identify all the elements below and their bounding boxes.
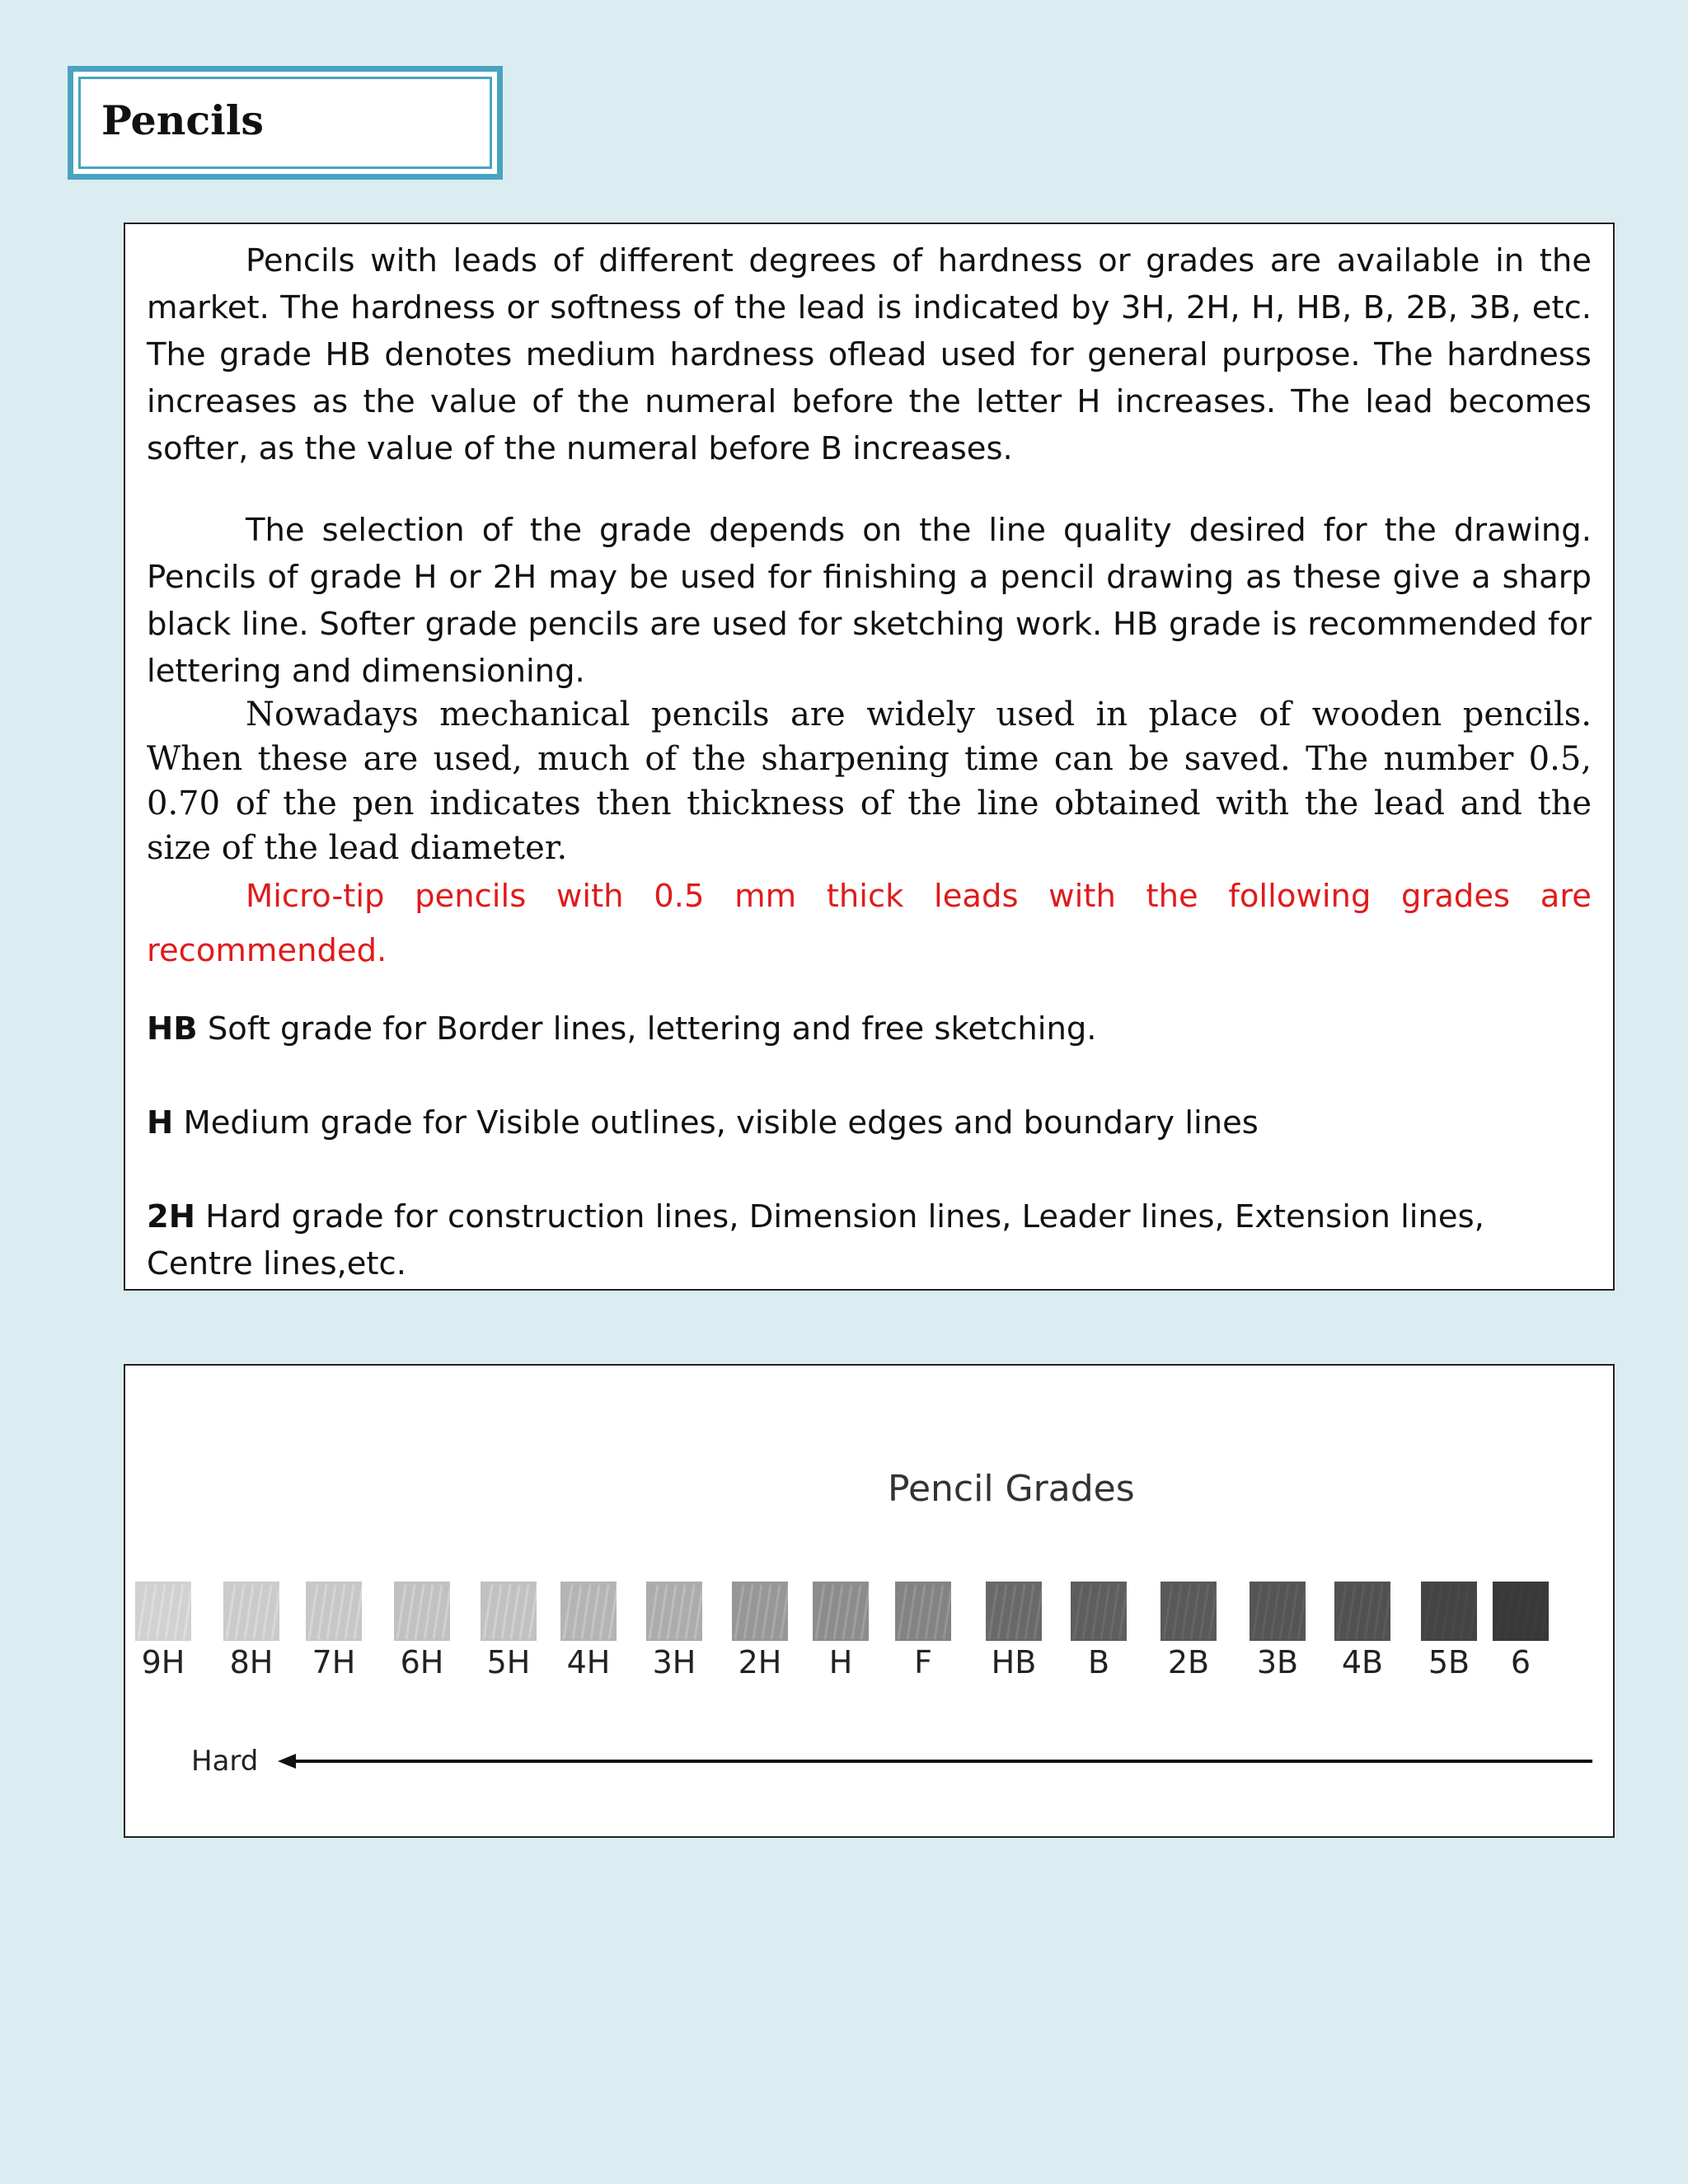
grade-label: B (1087, 1644, 1110, 1680)
grade-swatch-strip (141, 1582, 1599, 1680)
grade-item-2h (147, 1193, 1592, 1287)
grade-label: 3H (652, 1644, 696, 1680)
grade-item-h (147, 1099, 1592, 1146)
paragraph-mechanical-pencils: Nowadays mechanical pencils are widely used in place of wooden pencils. When these are used, much of the sharpening time can be saved. The number 0.5, 0.70 of the pen indicates then thickness of the line obtained with the lead and the size of the lead diameter. (147, 696, 1592, 867)
grade-description: Soft grade for Border lines, lettering and free sketching. (207, 1010, 1097, 1047)
grade-label: 6H (400, 1644, 444, 1680)
paragraph-grades-intro: Pencils with leads of different degrees of hardness or grades are available in the market. The hardness or softness of the lead is indicated by 3H, 2H, H, HB, B, 2B, 3B, etc. The grade HB denotes medium hardness oflead used for general purpose. The hardness increases as the value of the numeral before the letter H increases. The lead becomes softer, as the value of the numeral before B increases. (147, 242, 1592, 467)
page-title: Pencils (101, 96, 264, 144)
grade-swatches (141, 1582, 1599, 1680)
grade-label: 2B (1167, 1644, 1210, 1680)
grade-label: 8H (229, 1644, 274, 1680)
micro-tip-line-2: recommended. (147, 932, 387, 969)
pencil-grades-figure (124, 1364, 1615, 1838)
grade-key: H (147, 1104, 174, 1141)
grade-label: 2H (738, 1644, 782, 1680)
micro-tip-line-1: Micro-tip pencils with 0.5 mm thick leads with the following grades are (246, 878, 1592, 915)
grade-label: 4B (1341, 1644, 1384, 1680)
grade-description: Medium grade for Visible outlines, visible edges and boundary lines (183, 1104, 1259, 1141)
grade-label: HB (991, 1644, 1037, 1680)
grade-key: HB (147, 1010, 198, 1047)
paragraph-grade-selection: The selection of the grade depends on the line quality desired for the drawing. Pencils of grade H or 2H may be used for finishing a pencil drawing as these give a sharp black line. Softer grade pencils are used for sketching work. HB grade is recommended for lettering and dimensioning. (147, 512, 1592, 690)
heading-box (68, 66, 503, 180)
paragraph-micro-tip (147, 869, 1592, 978)
grade-label: 5H (486, 1644, 531, 1680)
grade-label: F (914, 1644, 932, 1680)
grade-key: 2H (147, 1198, 196, 1235)
grade-label: 7H (312, 1644, 356, 1680)
grade-label: 5B (1428, 1644, 1470, 1680)
grade-label: 6 (1510, 1644, 1531, 1680)
hardness-arrow-icon (278, 1745, 1597, 1778)
figure-title: Pencil Grades (888, 1468, 1135, 1510)
text-panel (124, 223, 1615, 1291)
grade-label: 9H (141, 1644, 185, 1680)
grade-label: 4H (566, 1644, 611, 1680)
hard-label: Hard (191, 1745, 259, 1778)
grade-item-hb (147, 1005, 1592, 1052)
grade-label: 3B (1256, 1644, 1299, 1680)
grade-description: Hard grade for construction lines, Dimension lines, Leader lines, Extension lines, Centre lines,etc. (147, 1198, 1484, 1282)
grade-label: H (828, 1644, 853, 1680)
